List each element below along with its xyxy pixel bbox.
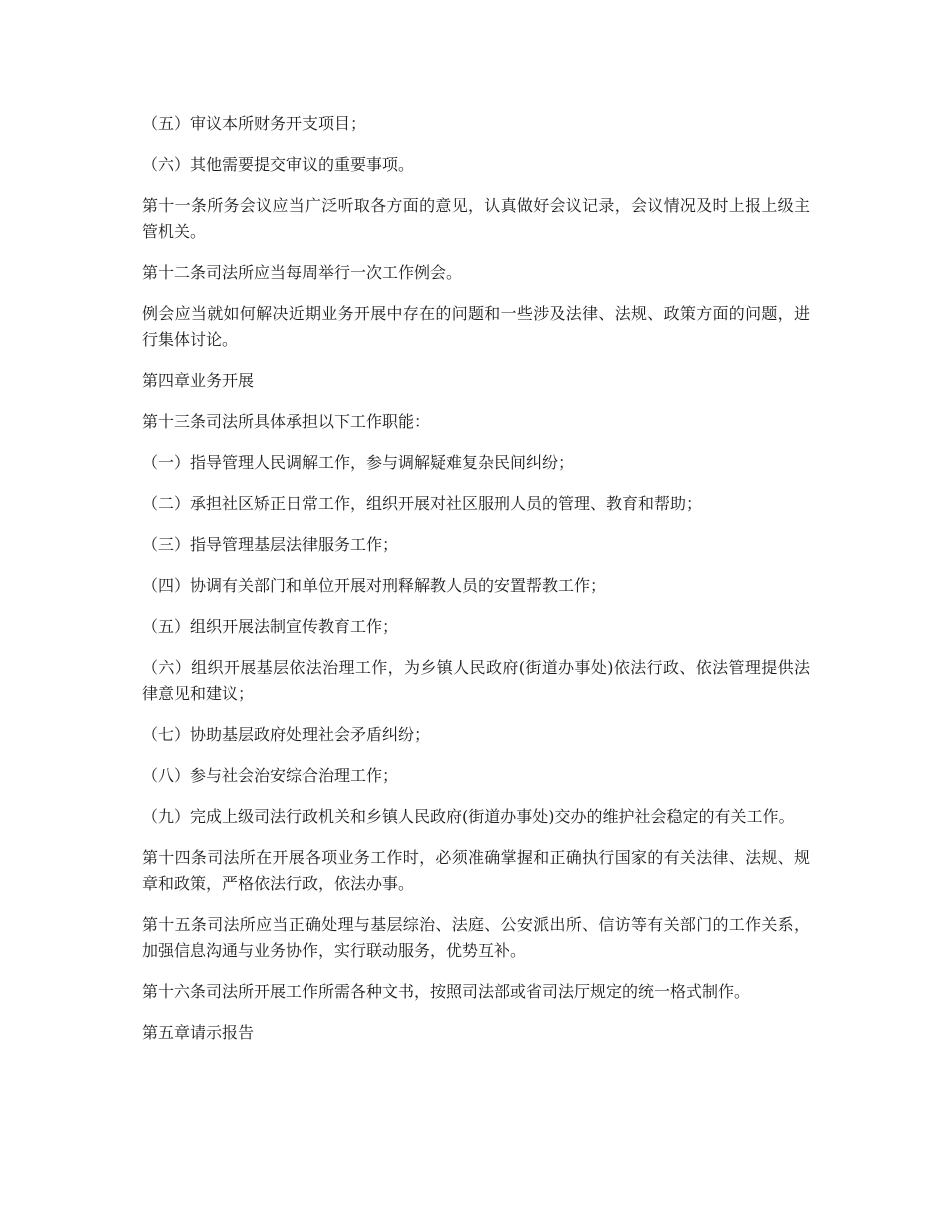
- duty-item-2: （二）承担社区矫正日常工作，组织开展对社区服刑人员的管理、教育和帮助；: [142, 494, 703, 513]
- article-11: 第十一条所务会议应当广泛听取各方面的意见，认真做好会议记录，会议情况及时上报上级主管机关。: [142, 196, 810, 241]
- article-12-detail: 例会应当就如何解决近期业务开展中存在的问题和一些涉及法律、法规、政策方面的问题，进行集体讨论。: [142, 304, 810, 349]
- article-16: 第十六条司法所开展工作所需各种文书，按照司法部或省司法厅规定的统一格式制作。: [142, 982, 751, 1001]
- document-body: [142, 111, 810, 1061]
- duty-item-3: （三）指导管理基层法律服务工作；: [142, 535, 399, 554]
- duty-item-1: （一）指导管理人民调解工作，参与调解疑难复杂民间纠纷；: [142, 453, 575, 472]
- duty-item-9: （九）完成上级司法行政机关和乡镇人民政府(街道办事处)交办的维护社会稳定的有关工作。: [142, 807, 795, 826]
- duty-item-4: （四）协调有关部门和单位开展对刑释解教人员的安置帮教工作；: [142, 576, 607, 595]
- paragraph-item-5: （五）审议本所财务开支项目；: [142, 114, 367, 133]
- article-13: 第十三条司法所具体承担以下工作职能：: [142, 412, 431, 431]
- duty-item-6: （六）组织开展基层依法治理工作，为乡镇人民政府(街道办事处)依法行政、依法管理提供法律意见和建议；: [142, 658, 810, 703]
- chapter-4-heading: 第四章业务开展: [142, 371, 255, 390]
- duty-item-7: （七）协助基层政府处理社会矛盾纠纷；: [142, 725, 431, 744]
- article-15: 第十五条司法所应当正确处理与基层综治、法庭、公安派出所、信访等有关部门的工作关系，加强信息沟通与业务协作，实行联动服务，优势互补。: [142, 915, 810, 960]
- article-14: 第十四条司法所在开展各项业务工作时，必须准确掌握和正确执行国家的有关法律、法规、规章和政策，严格依法行政，依法办事。: [142, 848, 810, 893]
- paragraph-item-6: （六）其他需要提交审议的重要事项。: [142, 155, 415, 174]
- duty-item-5: （五）组织开展法制宣传教育工作；: [142, 617, 399, 636]
- chapter-5-heading: 第五章请示报告: [142, 1023, 255, 1042]
- article-12: 第十二条司法所应当每周举行一次工作例会。: [142, 263, 463, 282]
- duty-item-8: （八）参与社会治安综合治理工作；: [142, 766, 399, 785]
